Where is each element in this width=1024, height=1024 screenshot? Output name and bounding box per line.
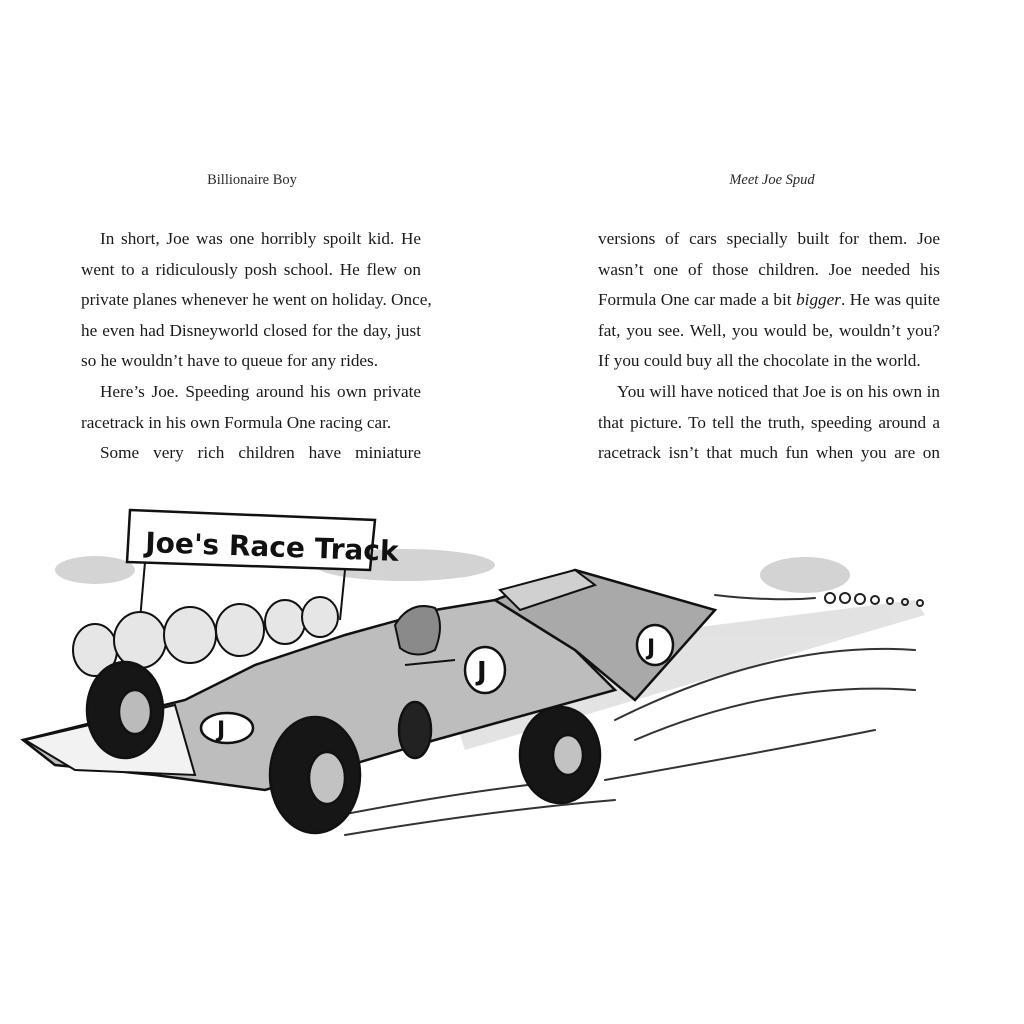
emphasis-text: bigger xyxy=(796,290,841,310)
text-line: versions of cars specially built for them. Joe xyxy=(598,229,940,248)
text-line: Here’s Joe. Speeding around his own private xyxy=(100,381,421,401)
text-run: Formula One car made a bit xyxy=(598,290,797,310)
text-line: racetrack isn’t that much fun when you are on xyxy=(598,443,940,463)
text-line: In short, Joe was one horribly spoilt kid. He xyxy=(100,229,421,248)
badge-letter: J xyxy=(217,718,226,743)
race-car-illustration xyxy=(15,490,945,870)
wing-badge xyxy=(637,625,673,665)
race-track-banner xyxy=(127,510,400,620)
text-line xyxy=(598,285,940,316)
running-head-right: Meet Joe Spud xyxy=(729,172,815,188)
left-page-text xyxy=(81,224,432,469)
badge-letter: J xyxy=(647,636,656,661)
text-run: . He was quite xyxy=(840,290,940,310)
banner-sign-text: Joe's Race Track xyxy=(144,526,400,568)
text-line: private planes whenever he went on holiday. Once, xyxy=(81,290,432,310)
text-line: If you could buy all the chocolate in the world. xyxy=(598,351,921,371)
running-head-left: Billionaire Boy xyxy=(207,172,297,188)
text-line: he even had Disneyworld closed for the day, just xyxy=(81,320,421,340)
distant-tyres xyxy=(825,593,923,606)
right-page-text xyxy=(598,224,940,469)
car-number-badge xyxy=(465,647,505,693)
text-line: fat, you see. Well, you would be, wouldn’t you? xyxy=(598,320,940,340)
badge-letter: J xyxy=(477,657,487,687)
text-line: racetrack in his own Formula One racing car. xyxy=(81,412,392,432)
text-line: so he wouldn’t have to queue for any rides. xyxy=(81,351,379,371)
text-line: that picture. To tell the truth, speeding around a xyxy=(598,412,940,432)
text-line: wasn’t one of those children. Joe needed his xyxy=(598,259,940,279)
text-line: went to a ridiculously posh school. He flew on xyxy=(81,259,421,279)
nose-badge xyxy=(201,713,253,743)
text-line: Some very rich children have miniature xyxy=(100,443,421,463)
text-line: You will have noticed that Joe is on his own in xyxy=(617,381,940,401)
